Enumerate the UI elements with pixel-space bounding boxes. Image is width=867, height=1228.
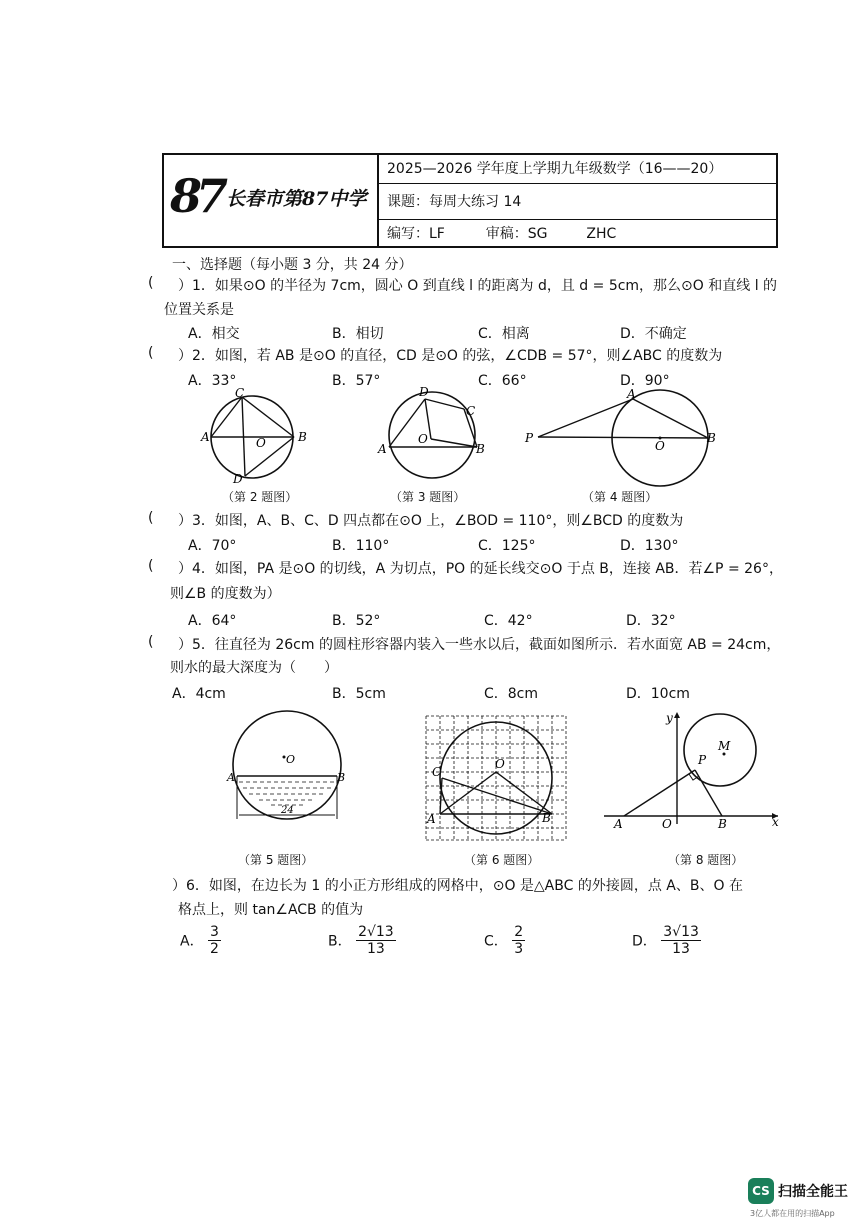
q1-text-cont: 位置关系是 <box>164 302 234 318</box>
q5-text: ）5．往直径为 26cm 的圆柱形容器内装入一些水以后，截面如图所示．若水面宽 AB = 24cm， <box>178 637 781 653</box>
fig5-label-width: 24 <box>281 805 294 816</box>
figure-q5 <box>225 705 355 835</box>
watermark-title: 扫描全能王 <box>778 1184 848 1200</box>
credits-row <box>379 220 776 246</box>
fig3-label-o: O <box>418 432 428 446</box>
q6-text-cont: 格点上，则 tan∠ACB 的值为 <box>178 902 364 918</box>
caption-fig4: （第 4 题图） <box>582 490 658 504</box>
q4-option-c: C．42° <box>484 613 533 629</box>
q1-option-d: D．不确定 <box>620 326 687 342</box>
school-name: 长春市第87中学 <box>226 188 367 210</box>
caption-fig5: （第 5 题图） <box>238 853 314 867</box>
fig6-label-o: O <box>495 757 505 771</box>
q6-option-c-den: 3 <box>514 941 524 957</box>
q2-option-d: D．90° <box>620 373 670 389</box>
fig8-label-p: P <box>698 753 707 767</box>
fig8-segment-ap <box>624 770 695 816</box>
q6-option-d-fraction <box>661 924 701 957</box>
q5-option-d: D．10cm <box>626 686 690 702</box>
q6-option-a-num: 3 <box>210 924 219 940</box>
q1-option-c: C．相离 <box>478 326 530 342</box>
q6-option-b <box>328 924 396 957</box>
q5-option-b: B．5cm <box>332 686 386 702</box>
q6-option-a-label: A． <box>180 933 204 950</box>
fig3-label-d: D <box>419 385 429 399</box>
logo-cell <box>164 155 379 246</box>
fig3-radius-ob <box>431 439 477 447</box>
fig8-label-x: x <box>772 815 779 828</box>
q4-paren: ( <box>148 558 154 574</box>
fig8-y-arrow <box>674 712 680 718</box>
q6-option-c-num: 2 <box>514 924 524 940</box>
q1-option-b: B．相切 <box>332 326 384 342</box>
fig6-label-b: B <box>542 811 551 825</box>
fig8-label-o: O <box>662 817 672 828</box>
q1-paren: ( <box>148 275 154 291</box>
q3-option-b: B．110° <box>332 538 390 554</box>
q5-text-cont: 则水的最大深度为（ ） <box>170 660 338 676</box>
q3-option-c: C．125° <box>478 538 536 554</box>
fig5-label-b: B <box>337 771 346 784</box>
q5-option-c: C．8cm <box>484 686 539 702</box>
q6-option-c <box>484 924 525 957</box>
fig3-circle <box>389 392 475 478</box>
fig4-label-b: B <box>707 431 716 445</box>
fig2-label-a: A <box>201 430 210 444</box>
school-logo: 87 <box>170 169 223 223</box>
q1-text: ）1．如果⊙O 的半径为 7cm，圆心 O 到直线 l 的距离为 d，且 d = 5cm，那么⊙O 和直线 l 的 <box>178 278 778 294</box>
q2-option-c: C．66° <box>478 373 527 389</box>
q6-option-c-label: C． <box>484 933 508 950</box>
figure-q6 <box>420 712 570 847</box>
editor-label: 编写：LF <box>387 226 445 242</box>
fig2-label-d: D <box>233 472 243 485</box>
fig2-label-o: O <box>256 436 266 450</box>
watermark-subtitle: 3亿人都在用的扫描App <box>750 1209 835 1218</box>
fig3-label-a: A <box>378 442 387 456</box>
q2-option-b: B．57° <box>332 373 381 389</box>
q4-text: ）4．如图，PA 是⊙O 的切线，A 为切点，PO 的延长线交⊙O 于点 B，连接 AB．若∠P = 26°， <box>178 561 783 577</box>
reviewer-label: 审稿：SG <box>485 226 548 242</box>
q2-text: ）2．如图，若 AB 是⊙O 的直径，CD 是⊙O 的弦，∠CDB = 57°，则∠ABC 的度数为 <box>178 348 723 364</box>
figure-q3 <box>372 385 492 485</box>
fig3-label-b: B <box>476 442 485 456</box>
exam-title: 2025—2026 学年度上学期九年级数学（16——20） <box>379 155 776 184</box>
figure-q4 <box>520 388 720 488</box>
fig8-label-y: y <box>666 711 673 725</box>
section-title: 一、选择题（每小题 3 分，共 24 分） <box>172 257 413 273</box>
header-box <box>162 153 778 248</box>
fig4-tangent-pa <box>538 399 633 437</box>
fig2-label-b: B <box>298 430 307 444</box>
figure-q8 <box>600 708 790 828</box>
q6-option-b-den: 13 <box>366 941 385 957</box>
q2-paren: ( <box>148 345 154 361</box>
fig8-label-m: M <box>718 739 731 753</box>
fig4-chord-ab <box>633 399 708 438</box>
q3-text: ）3．如图，A、B、C、D 四点都在⊙O 上，∠BOD = 110°，则∠BCD 的度数为 <box>178 513 684 529</box>
lesson-topic: 课题：每周大练习 14 <box>379 184 776 220</box>
q6-option-b-fraction <box>356 924 396 957</box>
fig5-water-hatch <box>239 782 335 805</box>
fig8-label-b: B <box>718 817 727 828</box>
fig4-line-pb <box>538 437 708 438</box>
fig6-label-c: C <box>432 765 442 779</box>
q6-option-b-label: B． <box>328 933 352 950</box>
fig4-label-a: A <box>627 388 636 401</box>
fig8-label-a: A <box>614 817 623 828</box>
q4-option-a: A．64° <box>188 613 237 629</box>
camscanner-logo-icon: CS <box>748 1178 774 1204</box>
q1-option-a: A．相交 <box>188 326 240 342</box>
q6-text: ）6．如图，在边长为 1 的小正方形组成的网格中，⊙O 是△ABC 的外接圆，点 A、B、O 在 <box>172 878 743 894</box>
q5-option-a: A．4cm <box>172 686 226 702</box>
q6-option-d-num: 3√13 <box>663 924 699 940</box>
q3-paren: ( <box>148 510 154 526</box>
fig6-label-a: A <box>427 812 436 826</box>
fig6-segment-cb <box>442 778 552 814</box>
fig5-label-a: A <box>227 771 235 784</box>
fig2-chord-cb <box>242 397 294 437</box>
q6-option-a-den: 2 <box>210 941 219 957</box>
caption-fig3: （第 3 题图） <box>390 490 466 504</box>
fig2-chord-db <box>245 437 294 476</box>
fig3-label-c: C <box>466 404 476 418</box>
q4-text-cont: 则∠B 的度数为） <box>170 586 281 602</box>
q3-option-d: D．130° <box>620 538 679 554</box>
caption-fig8: （第 8 题图） <box>668 853 744 867</box>
scanner-watermark <box>748 1178 860 1222</box>
q6-option-a-fraction <box>208 924 221 957</box>
q4-option-d: D．32° <box>626 613 676 629</box>
q6-option-d <box>632 924 701 957</box>
reviewer2-label: ZHC <box>586 226 617 242</box>
q6-option-c-fraction <box>512 924 525 957</box>
q2-option-a: A．33° <box>188 373 237 389</box>
q6-option-b-num: 2√13 <box>358 924 394 940</box>
fig4-label-p: P <box>525 431 534 445</box>
fig2-label-c: C <box>235 386 245 400</box>
q5-paren: ( <box>148 634 154 650</box>
q3-option-a: A．70° <box>188 538 237 554</box>
fig5-label-o: O <box>286 753 296 766</box>
q6-option-d-den: 13 <box>672 941 690 957</box>
q6-option-a <box>180 924 221 957</box>
caption-fig6: （第 6 题图） <box>464 853 540 867</box>
caption-fig2: （第 2 题图） <box>222 490 298 504</box>
q4-option-b: B．52° <box>332 613 381 629</box>
fig8-segment-pb <box>695 770 722 816</box>
figure-q2 <box>195 385 315 485</box>
q6-option-d-label: D． <box>632 933 657 950</box>
fig4-label-o: O <box>655 439 665 453</box>
